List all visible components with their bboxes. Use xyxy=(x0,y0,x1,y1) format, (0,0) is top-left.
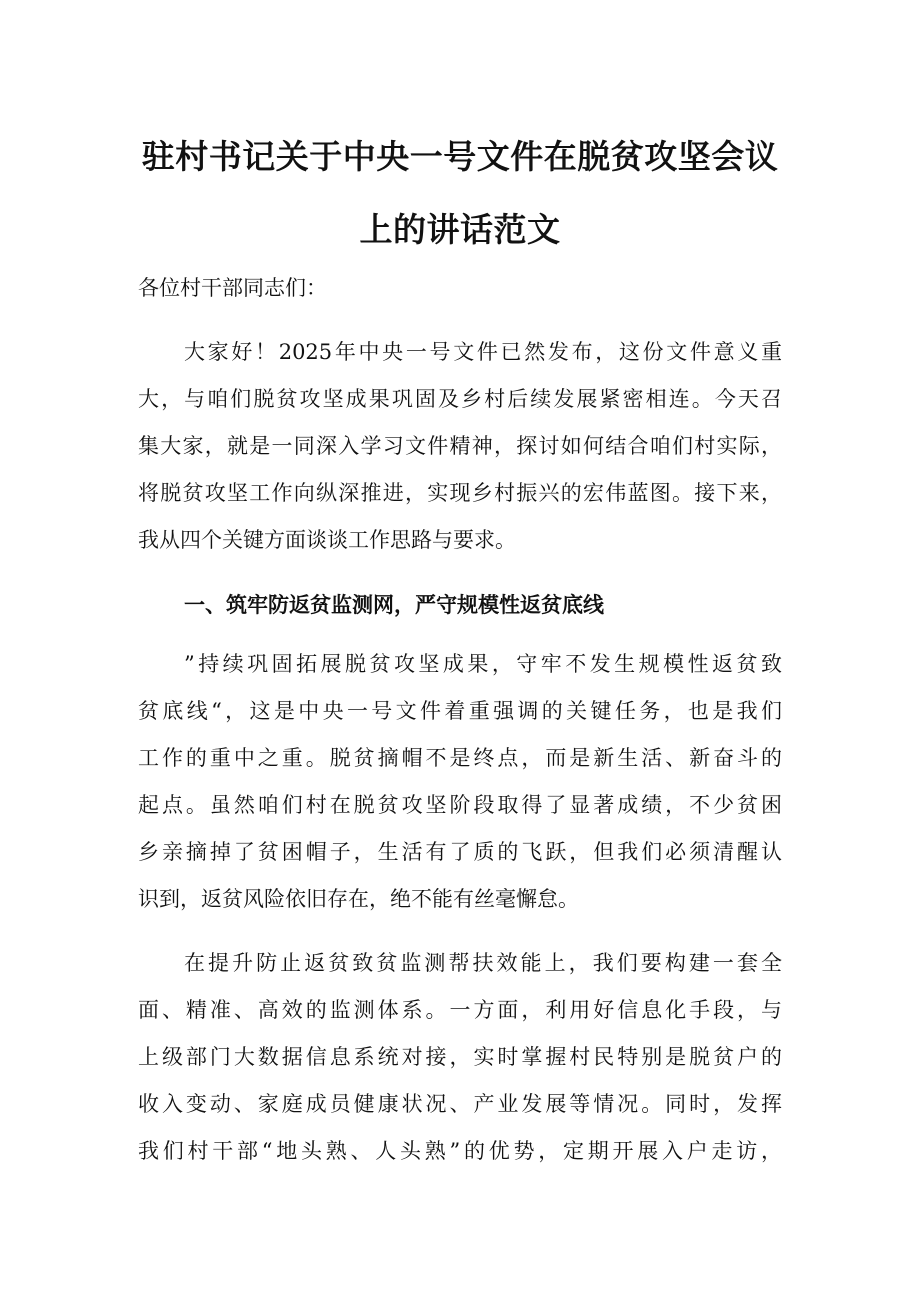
document-title-line-2: 上的讲话范文 xyxy=(359,210,561,249)
paragraph-3-line-5: 我们村干部“地头熟、人头熟”的优势，定期开展入户走访， xyxy=(138,1139,782,1163)
paragraph-2-line-1: ”持续巩固拓展脱贫攻坚成果，守牢不发生规模性返贫致 xyxy=(184,652,782,676)
paragraph-2-line-3: 工作的重中之重。脱贫摘帽不是终点，而是新生活、新奋斗的 xyxy=(138,746,782,770)
paragraph-1-line-3: 集大家，就是一同深入学习文件精神，探讨如何结合咱们村实际， xyxy=(138,434,782,458)
paragraph-3-line-3: 上级部门大数据信息系统对接，实时掌握村民特别是脱贫户的 xyxy=(138,1045,782,1069)
paragraph-1-line-2: 大，与咱们脱贫攻坚成果巩固及乡村后续发展紧密相连。今天召 xyxy=(138,387,782,411)
paragraph-1-line-5: 我从四个关键方面谈谈工作思路与要求。 xyxy=(138,528,516,552)
paragraph-2-line-6: 识到，返贫风险依旧存在，绝不能有丝毫懈怠。 xyxy=(138,887,579,911)
paragraph-3-line-2: 面、精准、高效的监测体系。一方面，利用好信息化手段，与 xyxy=(138,998,782,1022)
paragraph-3-line-1: 在提升防止返贫致贫监测帮扶效能上，我们要构建一套全 xyxy=(184,951,782,975)
paragraph-1-line-4: 将脱贫攻坚工作向纵深推进，实现乡村振兴的宏伟蓝图。接下来， xyxy=(138,481,782,505)
paragraph-2-line-4: 起点。虽然咱们村在脱贫攻坚阶段取得了显著成绩，不少贫困 xyxy=(138,793,782,817)
paragraph-2-line-2: 贫底线“，这是中央一号文件着重强调的关键任务，也是我们 xyxy=(138,699,782,723)
paragraph-1-line-1: 大家好！2025年中央一号文件已然发布，这份文件意义重 xyxy=(184,340,782,364)
paragraph-2-line-5: 乡亲摘掉了贫困帽子，生活有了质的飞跃，但我们必须清醒认 xyxy=(138,840,782,864)
paragraph-3-line-4: 收入变动、家庭成员健康状况、产业发展等情况。同时，发挥 xyxy=(138,1092,782,1116)
section-heading-1: 一、筑牢防返贫监测网，严守规模性返贫底线 xyxy=(184,593,604,617)
salutation: 各位村干部同志们： xyxy=(138,276,327,300)
document-title-line-1: 驻村书记关于中央一号文件在脱贫攻坚会议 xyxy=(141,137,779,176)
